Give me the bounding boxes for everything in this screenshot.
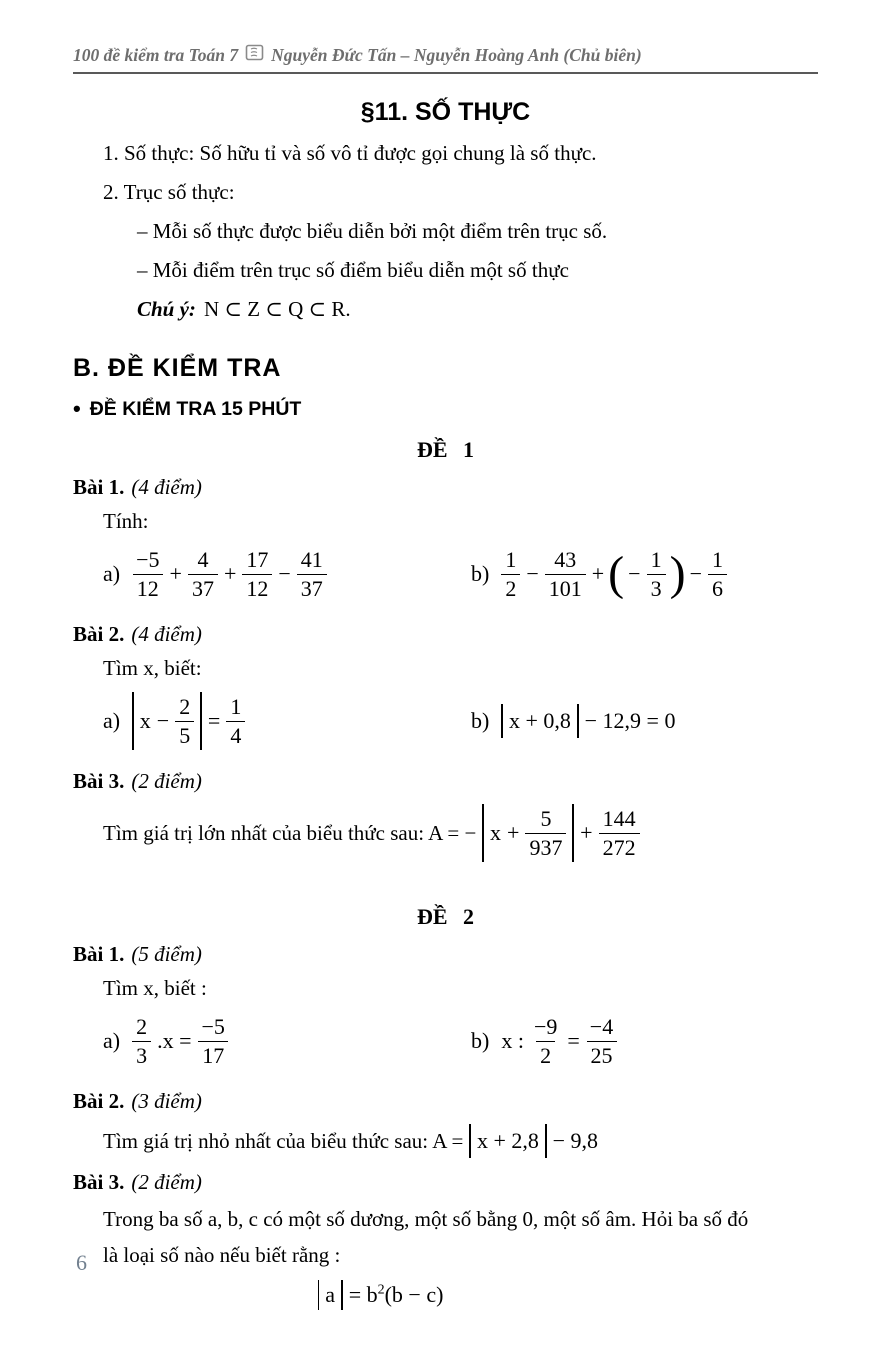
theory-subitem-2: – Mỗi điểm trên trục số điểm biểu diễn một số thực bbox=[137, 258, 569, 282]
de2-bai3-line1: Trong ba số a, b, c có một số dương, một số bằng 0, một số âm. Hỏi ba số đó bbox=[103, 1207, 749, 1231]
fraction: $\frac{-5}{12}$ bbox=[132, 546, 163, 602]
de2-bai1b-expression bbox=[471, 1013, 617, 1069]
fraction: $\frac{1}{4}$ bbox=[226, 693, 245, 749]
expression-prefix: Tìm giá trị lớn nhất của biểu thức sau: A = − bbox=[103, 820, 477, 845]
de1-bai1-heading bbox=[73, 475, 818, 500]
abs-bar bbox=[482, 804, 484, 862]
theory-item-1: 1. Số thực: Số hữu tỉ và số vô tỉ được gọi chung là số thực. bbox=[103, 141, 597, 165]
abs-bar bbox=[200, 692, 202, 750]
bai-points: (2 điểm) bbox=[131, 769, 202, 793]
operator: − bbox=[278, 561, 291, 586]
operator: − bbox=[628, 561, 641, 586]
expression-rest: − 12,9 = 0 bbox=[584, 708, 676, 733]
bai-points: (3 điểm) bbox=[131, 1089, 202, 1113]
test-type-heading bbox=[73, 395, 818, 421]
test-type-label: ĐỀ KIỂM TRA 15 PHÚT bbox=[89, 398, 302, 420]
header-book-series: 100 đề kiểm tra Toán 7 bbox=[73, 44, 239, 65]
expression-rest: − 9,8 bbox=[552, 1128, 599, 1153]
bai-label: Bài 3. bbox=[73, 769, 125, 793]
abs-bar bbox=[545, 1124, 547, 1158]
operator: + bbox=[507, 820, 520, 845]
bai-label: Bài 2. bbox=[73, 1089, 125, 1113]
equals-sign: = bbox=[567, 1028, 580, 1053]
fraction: $\frac{1}{6}$ bbox=[708, 546, 727, 602]
page-header bbox=[73, 44, 818, 66]
fraction: $\frac{2}{3}$ bbox=[132, 1013, 151, 1069]
fraction: $\frac{144}{272}$ bbox=[599, 805, 640, 861]
fraction: $\frac{-9}{2}$ bbox=[533, 1014, 558, 1068]
exponent: 2 bbox=[377, 1282, 385, 1298]
fraction: $\frac{1}{2}$ bbox=[501, 546, 520, 602]
expression-start: x : bbox=[501, 1028, 524, 1053]
de2-bai1-heading bbox=[73, 942, 818, 967]
theory-subitem-1: – Mỗi số thực được biểu diễn bởi một điểm trên trục số. bbox=[137, 219, 608, 243]
item-tag: b) bbox=[471, 561, 490, 586]
header-divider bbox=[73, 72, 818, 74]
fraction: $\frac{4}{37}$ bbox=[188, 546, 218, 602]
theory-item-2: 2. Trục số thực: bbox=[103, 180, 235, 204]
de1-bai2a-expression bbox=[103, 692, 471, 750]
de2-bai1-prompt: Tìm x, biết : bbox=[103, 976, 207, 1000]
de1-bai1b-expression bbox=[471, 546, 727, 602]
section-b-heading: B. ĐỀ KIỂM TRA bbox=[73, 354, 282, 382]
de1-bai1-prompt: Tính: bbox=[103, 509, 149, 533]
bai-points: (5 điểm) bbox=[131, 942, 202, 966]
de2-bai3-formula bbox=[73, 1280, 688, 1310]
item-tag: a) bbox=[103, 1028, 121, 1053]
de1-bai2-heading bbox=[73, 622, 818, 647]
operator: + bbox=[591, 561, 605, 586]
abs-bar bbox=[469, 1124, 471, 1158]
de1-bai1-exercises bbox=[73, 538, 818, 610]
bai-points: (4 điểm) bbox=[131, 475, 202, 499]
fraction: $\frac{17}{12}$ bbox=[242, 546, 272, 602]
de1-bai2-exercises bbox=[73, 685, 818, 757]
operator: .x = bbox=[157, 1028, 192, 1053]
operator: − bbox=[526, 561, 539, 586]
de2-bai3-heading bbox=[73, 1170, 818, 1195]
de2-bai3-line2: là loại số nào nếu biết rằng : bbox=[103, 1243, 341, 1267]
operator: − bbox=[156, 708, 170, 733]
de1-bai3-heading bbox=[73, 769, 818, 794]
de2-bai2-heading bbox=[73, 1089, 818, 1114]
expression-prefix: Tìm giá trị nhỏ nhất của biểu thức sau: A = bbox=[103, 1128, 464, 1153]
abs-bar bbox=[318, 1280, 320, 1310]
de1-title: ĐỀ 1 bbox=[416, 437, 475, 462]
note-label: Chú ý: bbox=[137, 297, 196, 321]
equals-sign: = bbox=[207, 708, 221, 733]
bai-label: Bài 3. bbox=[73, 1170, 125, 1194]
bai-points: (4 điểm) bbox=[131, 622, 202, 646]
fraction: $\frac{-4}{25}$ bbox=[586, 1013, 617, 1069]
de2-bai2-expression bbox=[103, 1124, 818, 1158]
fraction: $\frac{5}{937}$ bbox=[525, 805, 566, 861]
operator: + bbox=[169, 561, 182, 586]
variable: x bbox=[139, 708, 151, 733]
item-tag: b) bbox=[471, 1028, 490, 1053]
variable: a bbox=[325, 1282, 335, 1307]
abs-inner: x + 0,8 bbox=[509, 708, 571, 733]
bai-label: Bài 1. bbox=[73, 475, 125, 499]
fraction: $\frac{-5}{17}$ bbox=[198, 1013, 229, 1069]
de1-bai2b-expression bbox=[471, 704, 675, 738]
abs-bar bbox=[341, 1280, 343, 1310]
lesson-title: §11. SỐ THỰC bbox=[360, 98, 531, 126]
theory-note bbox=[137, 297, 818, 322]
de1-bai3-expression bbox=[103, 804, 818, 862]
abs-bar bbox=[572, 804, 574, 862]
bai-label: Bài 2. bbox=[73, 622, 125, 646]
fraction: $\frac{41}{37}$ bbox=[297, 546, 327, 602]
operator: + bbox=[580, 820, 593, 845]
de1-bai2-prompt: Tìm x, biết: bbox=[103, 656, 202, 680]
paren-right: ) bbox=[669, 547, 686, 600]
book-icon bbox=[245, 44, 264, 66]
page-number: 6 bbox=[76, 1250, 87, 1275]
paren-left: ( bbox=[608, 547, 625, 600]
item-tag: a) bbox=[103, 708, 121, 733]
bai-label: Bài 1. bbox=[73, 942, 125, 966]
fraction: $\frac{43}{101}$ bbox=[545, 546, 586, 602]
header-authors: Nguyễn Đức Tấn – Nguyễn Hoàng Anh (Chủ biên) bbox=[271, 44, 642, 65]
de2-bai1-exercises bbox=[73, 1005, 818, 1077]
note-text: N ⊂ Z ⊂ Q ⊂ R. bbox=[203, 297, 351, 321]
fraction: $\frac{1}{3}$ bbox=[647, 546, 666, 602]
operator: + bbox=[223, 561, 237, 586]
variable: x bbox=[490, 820, 502, 845]
abs-bar bbox=[132, 692, 134, 750]
bullet-icon: • bbox=[73, 395, 81, 421]
abs-inner: x + 2,8 bbox=[477, 1128, 539, 1153]
formula-right: = $b^2(b - c)$ bbox=[348, 1282, 444, 1307]
de2-title: ĐỀ 2 bbox=[416, 904, 475, 929]
item-tag: a) bbox=[103, 561, 121, 586]
operator: − bbox=[689, 561, 702, 586]
abs-bar bbox=[577, 704, 579, 738]
bai-points: (2 điểm) bbox=[131, 1170, 202, 1194]
fraction: $\frac{2}{5}$ bbox=[175, 693, 194, 749]
item-tag: b) bbox=[471, 708, 490, 733]
abs-bar bbox=[501, 704, 503, 738]
de1-bai1a-expression bbox=[103, 546, 471, 602]
de2-bai1a-expression bbox=[103, 1013, 471, 1069]
